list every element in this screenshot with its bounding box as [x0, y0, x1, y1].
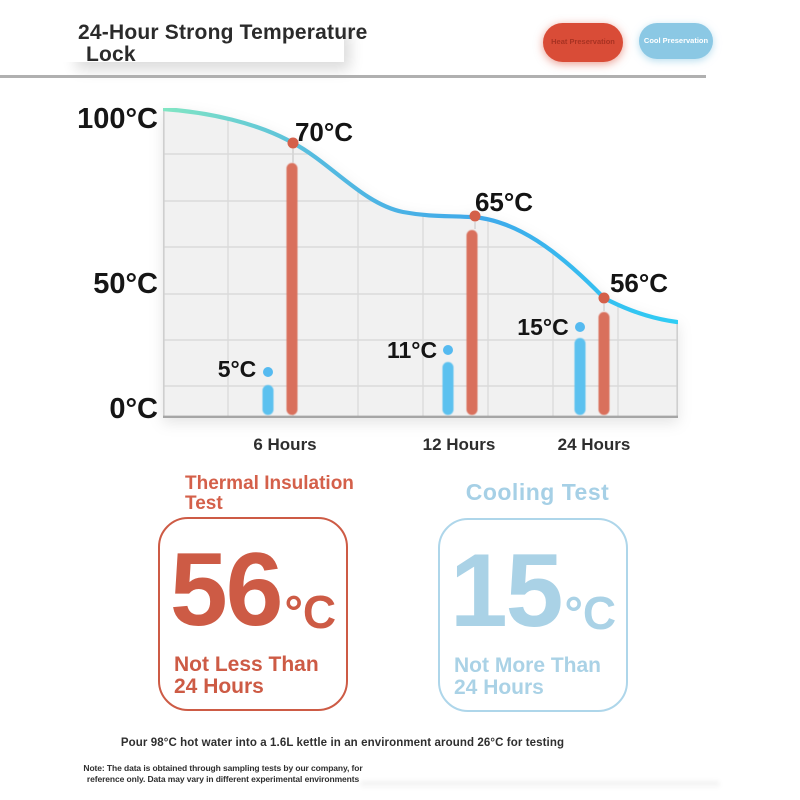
thermal-card-title: Thermal Insulation Test: [185, 473, 354, 514]
cooling-card: [438, 518, 628, 712]
legend-heat-label: Heat Preservation: [551, 37, 615, 47]
cool-label-24h: 15°C: [517, 314, 569, 340]
footer-test-condition: Pour 98°C hot water into a 1.6L kettle in an environment around 26°C for testing: [120, 737, 565, 749]
y-tick-50: 50°C: [93, 268, 158, 300]
footer-note: Note: The data is obtained through sampling tests by our company, for reference only. Data may vary in different experimental environments: [83, 763, 363, 785]
heat-bar-12h: [467, 230, 478, 415]
heat-label-12h: 65°C: [474, 187, 534, 217]
thermal-value: 56: [169, 532, 282, 648]
cool-bar-12h: [443, 362, 454, 415]
heat-bar-24h: [599, 312, 610, 415]
x-label-12h: 12 Hours: [422, 435, 496, 454]
legend-cool-pill: [639, 23, 713, 59]
background-shadow: [360, 781, 720, 789]
cool-bar-6h: [263, 385, 274, 415]
cool-bar-24h: [575, 338, 586, 415]
heat-bar-6h: [287, 163, 298, 415]
thermal-unit: °C: [284, 585, 337, 638]
thermal-note: Not Less Than 24 Hours: [174, 653, 319, 699]
thermal-card: [158, 517, 348, 711]
x-label-24h: 24 Hours: [557, 435, 631, 454]
heat-label-6h: 70°C: [294, 117, 354, 147]
legend-heat-pill: [543, 23, 623, 62]
cooling-value: 15: [449, 533, 562, 649]
page-title-line1: 24-Hour Strong Temperature: [78, 21, 368, 44]
cooling-value-display: [440, 533, 626, 649]
header-divider: [0, 75, 706, 78]
y-tick-0: 0°C: [109, 393, 158, 425]
cooling-card-title: Cooling Test: [465, 479, 610, 505]
legend-cool-label: Cool Preservation: [643, 35, 709, 45]
page-title: [78, 22, 378, 66]
cooling-note: Not More Than 24 Hours: [454, 654, 601, 700]
heat-label-24h: 56°C: [609, 268, 669, 298]
x-label-6h: 6 Hours: [253, 435, 317, 454]
cool-label-6h: 5°C: [217, 356, 257, 382]
cool-label-12h: 11°C: [386, 337, 438, 363]
page-title-line2: Lock: [86, 43, 136, 67]
y-tick-100: 100°C: [77, 103, 158, 135]
cooling-unit: °C: [564, 586, 617, 639]
thermal-value-display: [160, 532, 346, 648]
